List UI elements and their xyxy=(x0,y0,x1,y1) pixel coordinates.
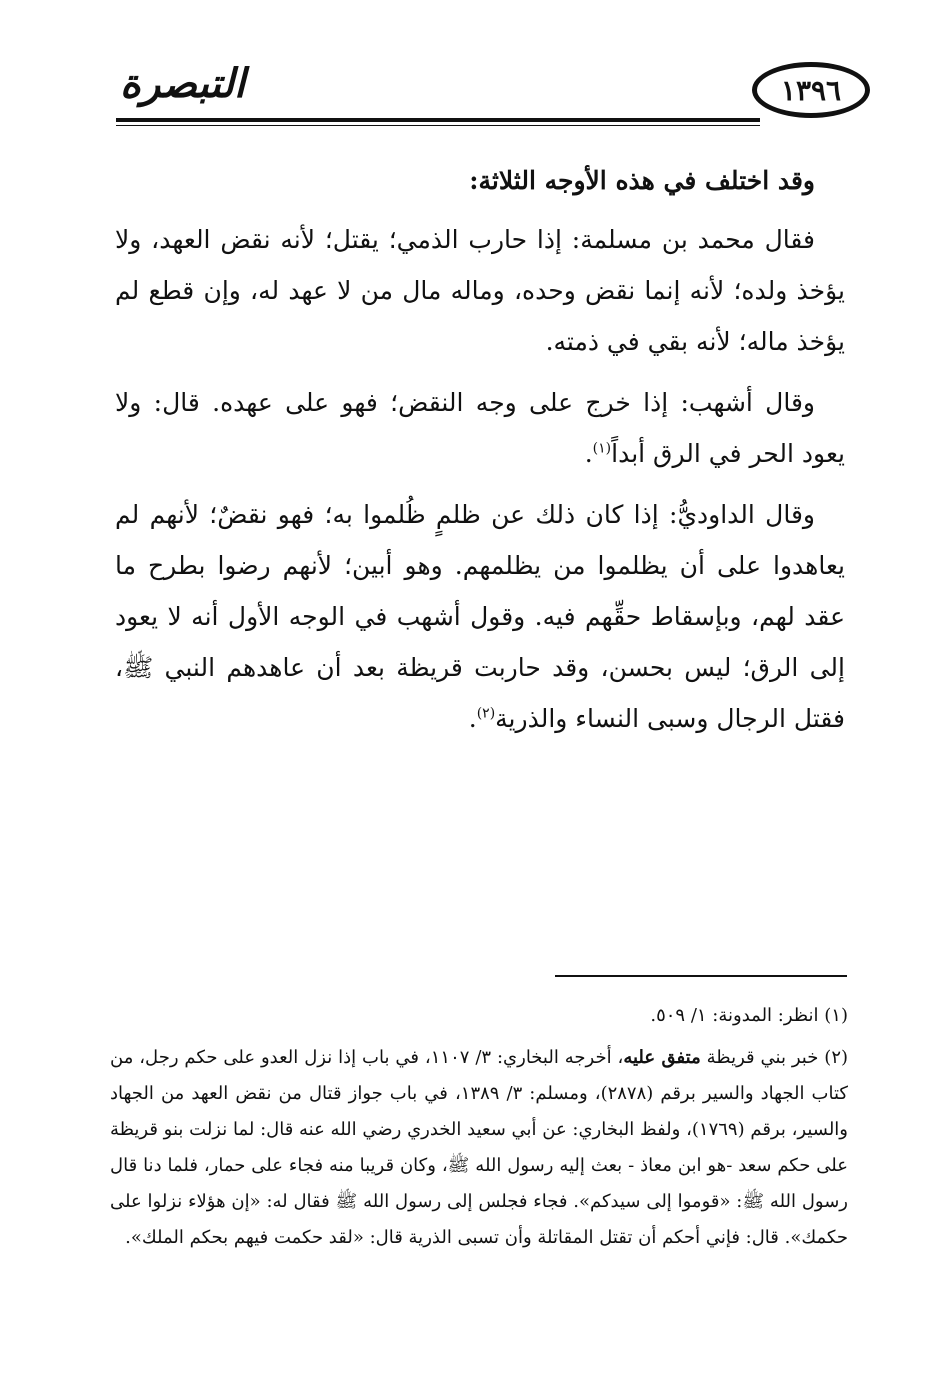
footnotes xyxy=(110,998,848,1262)
paragraph-2 xyxy=(115,377,845,479)
header-rule xyxy=(116,118,760,122)
section-heading: وقد اختلف في هذه الأوجه الثلاثة: xyxy=(469,166,815,195)
footnote-1: (١) انظر: المدونة: ١/ ٥٠٩. xyxy=(650,1005,848,1026)
footnote-2 xyxy=(110,1040,848,1256)
paragraph-2-text: وقال أشهب: إذا خرج على وجه النقض؛ فهو على عهده. قال: ولا يعود الحر في الرق أبداً xyxy=(115,388,845,468)
footnote-separator xyxy=(555,975,847,977)
paragraph-2-end: . xyxy=(584,439,593,468)
paragraph-1: فقال محمد بن مسلمة: إذا حارب الذمي؛ يقتل؛ لأنه نقض العهد، ولا يؤخذ ولده؛ لأنه إنما نقض وحده، وماله مال من لا عهد له، وإن قطع لم يؤخذ ماله؛ لأنه بقي في ذمته. xyxy=(115,225,845,356)
page-header xyxy=(110,60,870,130)
paragraph-3-text: وقال الداوديُّ: إذا كان ذلك عن ظلمٍ ظُلموا به؛ فهو نقضٌ؛ لأنهم لم يعاهدوا على أن يظلموا من يظلمهم. وهو أبين؛ لأنهم رضوا بطرح ما عقد لهم، وبإسقاط حقِّهم فيه. وقول أشهب في الوجه الأول أنه لا يعود إلى الرق؛ ليس بحسن، وقد حاربت قريظة بعد أن عاهدهم النبي ﷺ، فقتل الرجال وسبى النساء والذرية xyxy=(115,500,845,733)
footnote-2-bold: متفق عليه xyxy=(623,1047,701,1068)
footnote-2-prefix: (٢) خبر بني قريظة xyxy=(700,1047,849,1068)
main-text xyxy=(115,155,845,754)
paragraph-3-end: . xyxy=(468,704,477,733)
book-title: التبصرة xyxy=(120,60,246,107)
page-number-badge xyxy=(752,62,870,118)
footnote-ref-2[interactable]: (٢) xyxy=(476,705,496,722)
paragraph-3 xyxy=(115,489,845,744)
header-rule-thin xyxy=(116,125,760,126)
footnote-2-rest: ، أخرجه البخاري: ٣/ ١١٠٧، في باب إذا نزل العدو على حكم رجل، من كتاب الجهاد والسير برقم (٢٨٧٨)، ومسلم: ٣/ ١٣٨٩، في باب جواز قتال من نقض العهد من الجهاد والسير، برقم (١٧٦٩)، ولفظ البخاري: عن أبي سعيد الخدري رضي الله عنه قال: لما نزلت بنو قريظة على حكم سعد -هو ابن معاذ - بعث إليه رسول الله ﷺ، وكان قريبا منه فجاء على حمار، فلما دنا قال رسول الله ﷺ: «قوموا إلى سيدكم». فجاء فجلس إلى رسول الله ﷺ فقال له: «إن هؤلاء نزلوا على حكمك». قال: فإني أحكم أن تقتل المقاتلة وأن تسبى الذرية قال: «لقد حكمت فيهم بحكم الملك». xyxy=(110,1047,848,1248)
page-number: ١٣٩٦ xyxy=(780,73,842,107)
footnote-ref-1[interactable]: (١) xyxy=(592,440,612,457)
